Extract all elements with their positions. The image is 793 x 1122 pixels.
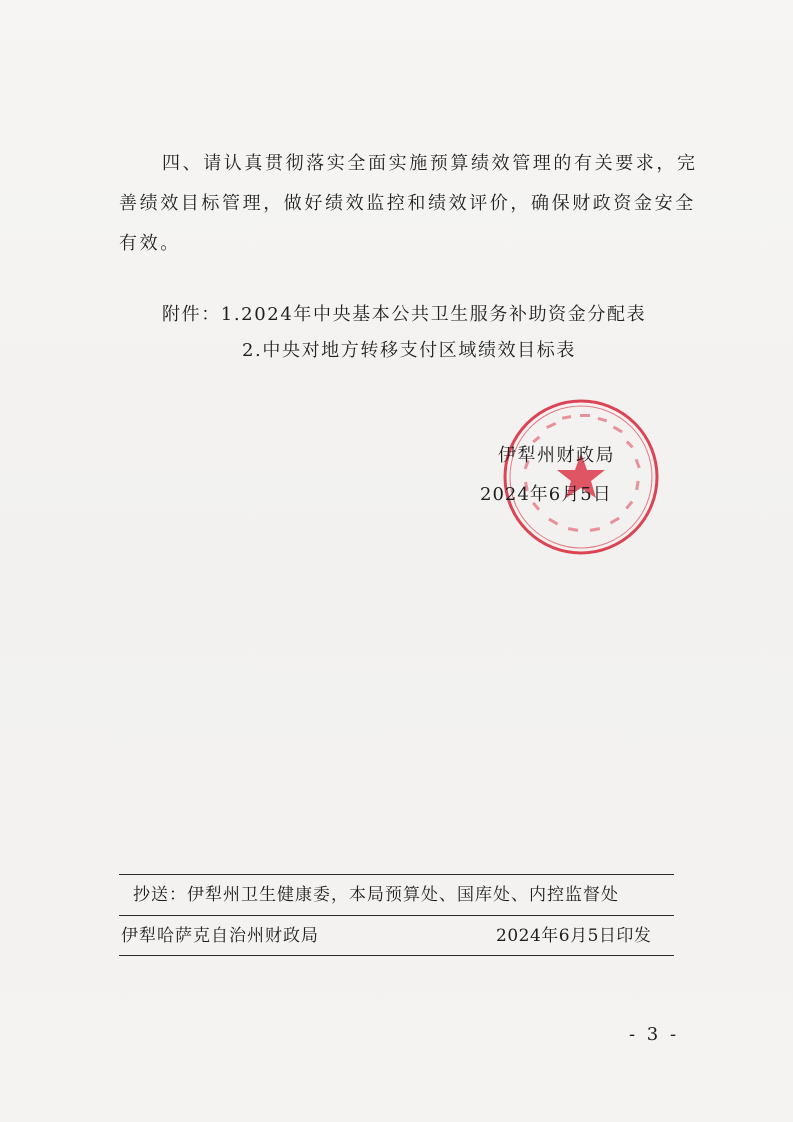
cc-recipients: 抄送：伊犁州卫生健康委，本局预算处、国库处、内控监督处 [133,885,619,905]
paragraph-line-3: 有效。 [119,233,181,254]
footer-rule-top [119,874,674,875]
footer-rule-bottom [119,955,674,956]
paragraph-line-1: 四、请认真贯彻落实全面实施预算绩效管理的有关要求，完 [162,153,698,174]
issuing-organization: 伊犁哈萨克自治州财政局 [121,926,319,946]
signature-organization: 伊犁州财政局 [498,445,615,466]
attachment-line-2: 2.中央对地方转移支付区域绩效目标表 [242,340,576,361]
issue-date: 2024年6月5日印发 [496,926,652,946]
official-seal-stamp [502,398,660,556]
footer-rule-middle [119,915,674,916]
page-number: - 3 - [629,1024,680,1045]
paragraph-line-2: 善绩效目标管理，做好绩效监控和绩效评价，确保财政资金安全 [119,193,696,214]
attachment-line-1: 附件：1.2024年中央基本公共卫生服务补助资金分配表 [162,304,647,325]
signature-date: 2024年6月5日 [480,484,612,505]
